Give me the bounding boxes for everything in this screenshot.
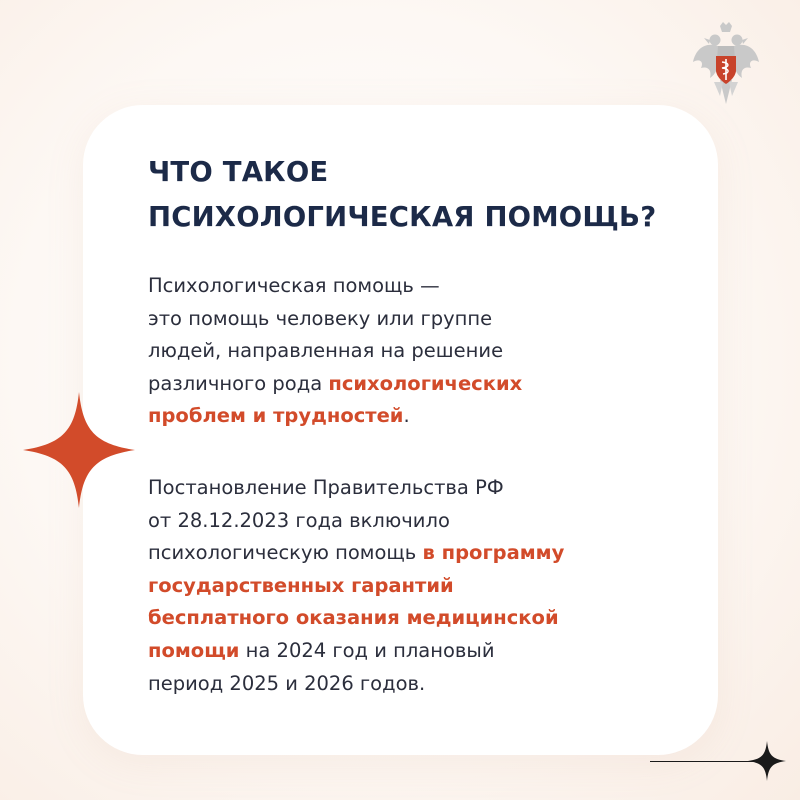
highlight-text: помощи bbox=[148, 638, 240, 662]
text-line: Постановление Правительства РФ bbox=[148, 476, 504, 499]
text-segment: психологическую помощь bbox=[148, 541, 423, 565]
highlight-text: проблем и трудностей bbox=[148, 404, 404, 428]
four-point-star-icon bbox=[748, 741, 786, 781]
title-line: ПСИХОЛОГИЧЕСКАЯ ПОМОЩЬ? bbox=[148, 201, 657, 233]
text-line bbox=[148, 537, 708, 570]
text-line bbox=[148, 400, 708, 433]
resolution-paragraph bbox=[148, 472, 708, 700]
highlight-text: государственных гарантий bbox=[148, 573, 454, 597]
page-title bbox=[148, 150, 708, 240]
text-line bbox=[148, 635, 708, 668]
text-line bbox=[148, 368, 708, 401]
text-line: это помощь человеку или группе bbox=[148, 306, 493, 330]
text-line: людей, направленная на решение bbox=[148, 339, 504, 363]
highlight-text: психологических bbox=[328, 371, 523, 395]
text-line: период 2025 и 2026 годов. bbox=[148, 671, 426, 695]
text-line: Психологическая помощь — bbox=[148, 274, 440, 297]
eagle-emblem-logo bbox=[690, 20, 762, 110]
text-segment: на 2024 год и плановый bbox=[239, 638, 495, 662]
four-point-star-icon bbox=[23, 392, 135, 508]
highlight-text: бесплатного оказания медицинской bbox=[148, 606, 559, 630]
text-segment: различного рода bbox=[148, 371, 329, 395]
definition-paragraph bbox=[148, 270, 708, 433]
text-line: от 28.12.2023 года включило bbox=[148, 508, 450, 532]
text-segment: . bbox=[403, 404, 410, 428]
title-line: ЧТО ТАКОЕ bbox=[148, 156, 329, 188]
highlight-text: в программу bbox=[422, 541, 565, 565]
